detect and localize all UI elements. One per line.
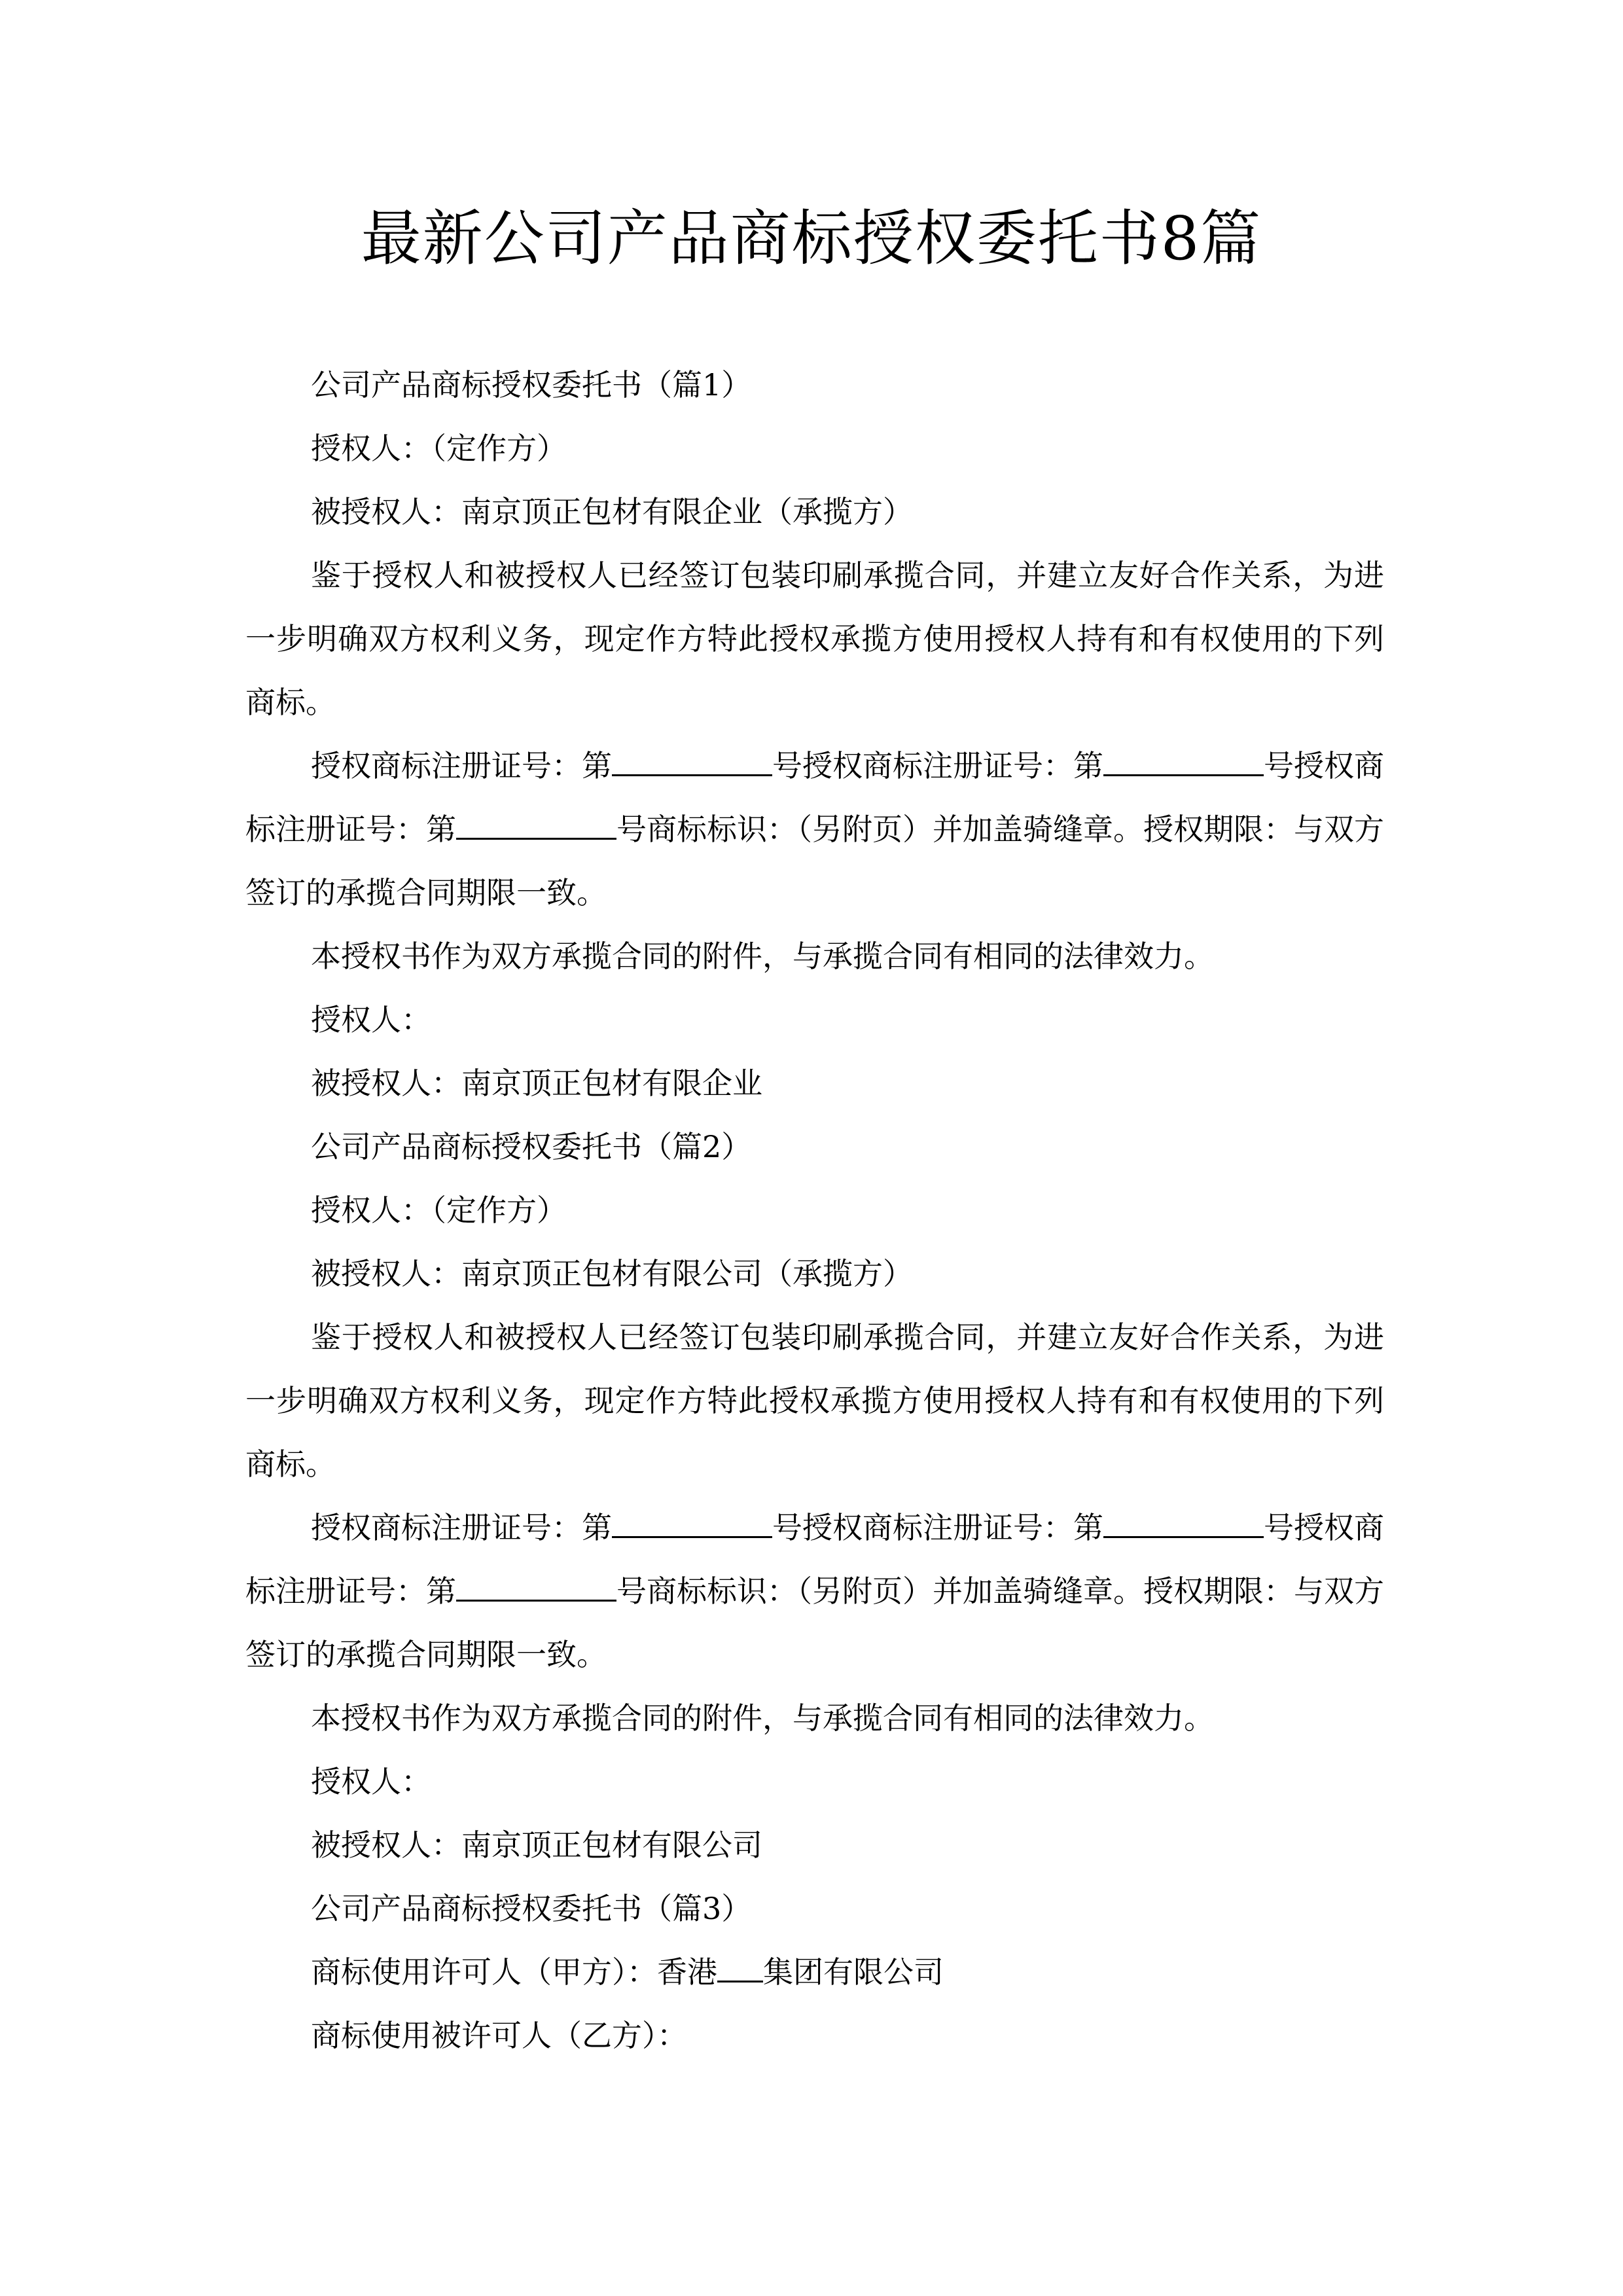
section-3-licensee: 商标使用被许可人（乙方）： <box>311 2018 687 2053</box>
section-1-sign-grantee: 被授权人：南京顶正包材有限企业 <box>311 1066 762 1101</box>
licensor-prefix: 商标使用许可人（甲方）：香港 <box>311 1954 717 1990</box>
section-2-grantor: 授权人：（定作方） <box>311 1193 567 1228</box>
reg-text-a: 授权商标注册证号：第 <box>311 748 612 783</box>
reg-text-b: 号授权商标注册证号：第 <box>772 1510 1103 1545</box>
reg-text-a: 授权商标注册证号：第 <box>311 1510 612 1545</box>
section-1-sign-grantor: 授权人： <box>311 1002 431 1037</box>
section-3-heading: 公司产品商标授权委托书（篇3） <box>311 1891 752 1926</box>
blank-field <box>612 1510 772 1538</box>
section-2-effect: 本授权书作为双方承揽合同的附件，与承揽合同有相同的法律效力。 <box>311 1700 1214 1736</box>
blank-field <box>456 1573 616 1602</box>
licensor-suffix: 集团有限公司 <box>763 1954 944 1990</box>
section-2-sign-grantee: 被授权人：南京顶正包材有限公司 <box>311 1827 762 1863</box>
blank-field <box>1103 1510 1264 1538</box>
section-2-grantee: 被授权人：南京顶正包材有限公司（承揽方） <box>311 1256 913 1291</box>
reg-text-c: 号授权商标注册证号：第 <box>245 1510 1384 1609</box>
blank-field <box>612 748 772 776</box>
section-2-paragraph: 鉴于授权人和被授权人已经签订包装印刷承揽合同，并建立友好合作关系，为进一步明确双方权利义务，现定作方特此授权承揽方使用授权人持有和有权使用的下列商标。 <box>245 1319 1384 1482</box>
reg-text-d: 号商标标识：（另附页）并加盖骑缝章。授权期限：与双方签订的承揽合同期限一致。 <box>245 1573 1384 1672</box>
section-1-effect: 本授权书作为双方承揽合同的附件，与承揽合同有相同的法律效力。 <box>311 939 1214 974</box>
reg-text-b: 号授权商标注册证号：第 <box>772 748 1103 783</box>
reg-text-c: 号授权商标注册证号：第 <box>245 748 1384 847</box>
blank-field <box>456 812 616 840</box>
section-1-paragraph: 鉴于授权人和被授权人已经签订包装印刷承揽合同，并建立友好合作关系，为进一步明确双方权利义务，现定作方特此授权承揽方使用授权人持有和有权使用的下列商标。 <box>245 558 1384 720</box>
blank-field <box>717 1954 763 1982</box>
document-body <box>245 353 1384 2068</box>
section-3-licensor <box>245 1941 1384 2004</box>
section-2-heading: 公司产品商标授权委托书（篇2） <box>311 1129 752 1164</box>
section-1-heading: 公司产品商标授权委托书（篇1） <box>311 367 752 403</box>
section-2-registration <box>245 1496 1384 1687</box>
section-2-sign-grantor: 授权人： <box>311 1764 431 1799</box>
blank-field <box>1103 748 1264 776</box>
section-1-registration <box>245 734 1384 925</box>
reg-text-d: 号商标标识：（另附页）并加盖骑缝章。授权期限：与双方签订的承揽合同期限一致。 <box>245 812 1384 910</box>
document-title: 最新公司产品商标授权委托书8篇 <box>361 204 1262 274</box>
section-1-grantee: 被授权人：南京顶正包材有限企业（承揽方） <box>311 494 913 529</box>
section-1-grantor: 授权人：（定作方） <box>311 431 567 466</box>
